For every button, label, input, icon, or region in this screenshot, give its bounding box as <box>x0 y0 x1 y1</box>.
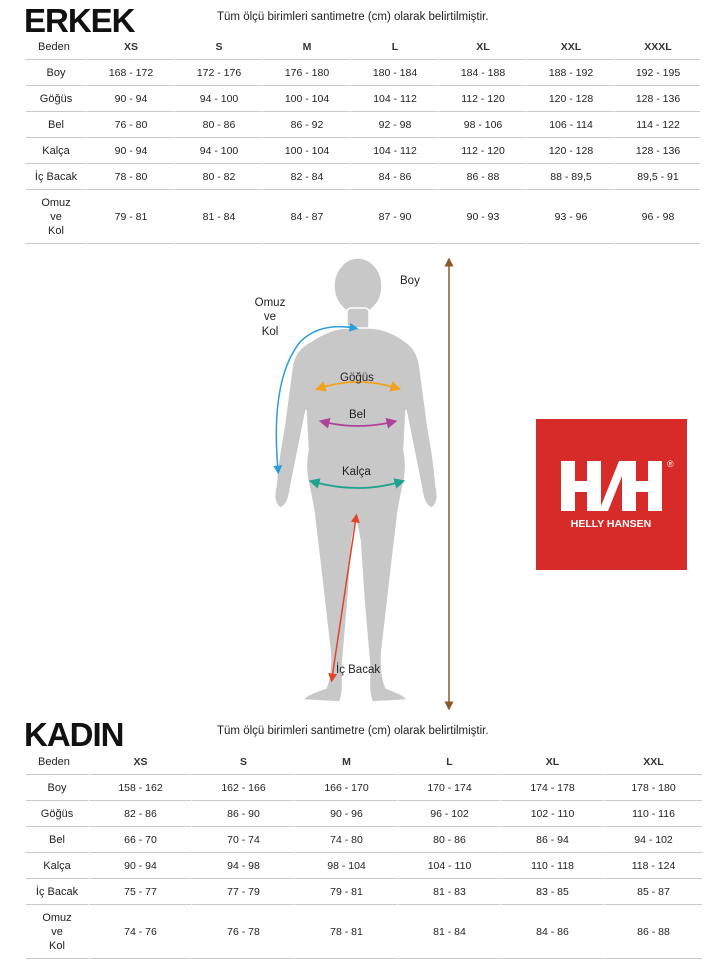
men-cell: 106 - 114 <box>526 112 614 138</box>
men-cell: 94 - 100 <box>174 138 262 164</box>
women-cell: 178 - 180 <box>603 775 702 801</box>
women-cell: 170 - 174 <box>397 775 500 801</box>
men-cell: 188 - 192 <box>526 60 614 86</box>
men-size-xs: XS <box>86 34 174 60</box>
men-cell: 84 - 86 <box>350 164 438 190</box>
men-cell: 128 - 136 <box>614 86 700 112</box>
women-row-label: Kalça <box>26 853 88 879</box>
women-row <box>26 879 702 905</box>
men-row-label-line: Omuz <box>41 196 71 209</box>
label-kol-line: Kol <box>261 325 279 338</box>
men-cell: 76 - 80 <box>86 112 174 138</box>
men-cell: 87 - 90 <box>350 190 438 244</box>
label-omuz-kol <box>250 296 290 339</box>
men-row <box>26 112 700 138</box>
women-cell: 79 - 81 <box>294 879 397 905</box>
men-row-label: Kalça <box>26 138 86 164</box>
women-cell: 74 - 80 <box>294 827 397 853</box>
men-size-l: L <box>350 34 438 60</box>
women-units-note: Tüm ölçü birimleri santimetre (cm) olarak belirtilmiştir. <box>217 725 489 737</box>
men-cell: 94 - 100 <box>174 86 262 112</box>
men-cell: 96 - 98 <box>614 190 700 244</box>
men-cell: 120 - 128 <box>526 86 614 112</box>
men-row-label: İç Bacak <box>26 164 86 190</box>
men-row <box>26 60 700 86</box>
men-row-label: Bel <box>26 112 86 138</box>
men-row <box>26 138 700 164</box>
men-row <box>26 86 700 112</box>
men-section-title: ERKEK <box>24 2 135 39</box>
label-ic-bacak: İç Bacak <box>336 664 381 676</box>
men-cell: 92 - 98 <box>350 112 438 138</box>
women-cell: 90 - 96 <box>294 801 397 827</box>
women-cell: 75 - 77 <box>88 879 191 905</box>
men-cell: 90 - 94 <box>86 86 174 112</box>
men-row-label <box>26 190 86 244</box>
men-cell: 89,5 - 91 <box>614 164 700 190</box>
men-cell: 90 - 94 <box>86 138 174 164</box>
women-cell: 96 - 102 <box>397 801 500 827</box>
women-cell: 77 - 79 <box>191 879 294 905</box>
women-row-label: Boy <box>26 775 88 801</box>
bel-arrow <box>324 422 392 426</box>
women-row-label: İç Bacak <box>26 879 88 905</box>
women-row <box>26 801 702 827</box>
men-cell: 90 - 93 <box>438 190 526 244</box>
kalca-arrow <box>314 482 400 488</box>
registered-mark: ® <box>667 459 674 469</box>
women-cell: 110 - 116 <box>603 801 702 827</box>
women-row <box>26 827 702 853</box>
women-section-title: KADIN <box>24 716 124 753</box>
men-row-label: Göğüs <box>26 86 86 112</box>
women-cell: 83 - 85 <box>500 879 603 905</box>
men-cell: 112 - 120 <box>438 138 526 164</box>
men-cell: 88 - 89,5 <box>526 164 614 190</box>
women-cell: 82 - 86 <box>88 801 191 827</box>
women-cell: 162 - 166 <box>191 775 294 801</box>
men-cell: 98 - 106 <box>438 112 526 138</box>
men-cell: 81 - 84 <box>174 190 262 244</box>
men-size-xxl: XXL <box>526 34 614 60</box>
men-cell: 128 - 136 <box>614 138 700 164</box>
label-kalca: Kalça <box>342 466 371 478</box>
men-row-label-line: Kol <box>48 224 64 237</box>
women-row-label-line: Kol <box>49 939 65 952</box>
men-cell: 114 - 122 <box>614 112 700 138</box>
women-cell: 76 - 78 <box>191 905 294 959</box>
ic-bacak-arrow <box>332 518 356 678</box>
men-size-m: M <box>262 34 350 60</box>
men-size-xl: XL <box>438 34 526 60</box>
women-size-xl: XL <box>500 749 603 775</box>
women-row <box>26 775 702 801</box>
men-cell: 93 - 96 <box>526 190 614 244</box>
men-units-note: Tüm ölçü birimleri santimetre (cm) olarak belirtilmiştir. <box>217 11 489 23</box>
women-cell: 81 - 84 <box>397 905 500 959</box>
body-measurement-figure <box>240 250 470 720</box>
women-cell: 118 - 124 <box>603 853 702 879</box>
women-size-l: L <box>397 749 500 775</box>
women-cell: 70 - 74 <box>191 827 294 853</box>
label-boy: Boy <box>400 275 420 287</box>
women-cell: 78 - 81 <box>294 905 397 959</box>
women-cell: 166 - 170 <box>294 775 397 801</box>
women-row <box>26 905 702 959</box>
women-size-m: M <box>294 749 397 775</box>
women-cell: 86 - 90 <box>191 801 294 827</box>
men-cell: 112 - 120 <box>438 86 526 112</box>
men-size-s: S <box>174 34 262 60</box>
women-size-table <box>26 749 702 959</box>
women-row-label: Bel <box>26 827 88 853</box>
men-cell: 172 - 176 <box>174 60 262 86</box>
women-row-label <box>26 905 88 959</box>
men-cell: 104 - 112 <box>350 86 438 112</box>
men-cell: 78 - 80 <box>86 164 174 190</box>
men-cell: 80 - 82 <box>174 164 262 190</box>
men-cell: 80 - 86 <box>174 112 262 138</box>
women-cell: 102 - 110 <box>500 801 603 827</box>
men-cell: 180 - 184 <box>350 60 438 86</box>
men-size-table <box>26 34 700 244</box>
women-cell: 80 - 86 <box>397 827 500 853</box>
men-cell: 86 - 92 <box>262 112 350 138</box>
women-cell: 158 - 162 <box>88 775 191 801</box>
women-cell: 86 - 94 <box>500 827 603 853</box>
women-row-label-line: ve <box>51 925 63 938</box>
men-row-label-line: ve <box>50 210 62 223</box>
women-cell: 94 - 98 <box>191 853 294 879</box>
men-cell: 120 - 128 <box>526 138 614 164</box>
women-row <box>26 853 702 879</box>
men-cell: 104 - 112 <box>350 138 438 164</box>
men-cell: 82 - 84 <box>262 164 350 190</box>
men-cell: 100 - 104 <box>262 86 350 112</box>
helly-hansen-logo <box>536 419 687 570</box>
women-cell: 85 - 87 <box>603 879 702 905</box>
men-cell: 176 - 180 <box>262 60 350 86</box>
men-cell: 100 - 104 <box>262 138 350 164</box>
women-header-beden: Beden <box>26 749 88 775</box>
men-row <box>26 164 700 190</box>
women-cell: 84 - 86 <box>500 905 603 959</box>
women-size-xs: XS <box>88 749 191 775</box>
brand-name: HELLY HANSEN <box>570 518 652 530</box>
women-cell: 81 - 83 <box>397 879 500 905</box>
women-cell: 110 - 118 <box>500 853 603 879</box>
women-cell: 90 - 94 <box>88 853 191 879</box>
hh-logo-icon <box>536 419 687 570</box>
women-cell: 174 - 178 <box>500 775 603 801</box>
women-row-label: Göğüs <box>26 801 88 827</box>
women-cell: 104 - 110 <box>397 853 500 879</box>
men-row <box>26 190 700 244</box>
women-cell: 74 - 76 <box>88 905 191 959</box>
men-cell: 184 - 188 <box>438 60 526 86</box>
women-cell: 98 - 104 <box>294 853 397 879</box>
women-row-label-line: Omuz <box>42 911 72 924</box>
women-cell: 66 - 70 <box>88 827 191 853</box>
women-cell: 86 - 88 <box>603 905 702 959</box>
men-cell: 168 - 172 <box>86 60 174 86</box>
women-size-s: S <box>191 749 294 775</box>
women-cell: 94 - 102 <box>603 827 702 853</box>
men-size-xxxl: XXXL <box>614 34 700 60</box>
women-size-xxl: XXL <box>603 749 702 775</box>
omuz-kol-arrow <box>276 327 354 470</box>
label-omuz-line: Omuz <box>254 297 286 309</box>
label-bel: Bel <box>349 409 366 421</box>
men-cell: 79 - 81 <box>86 190 174 244</box>
men-row-label: Boy <box>26 60 86 86</box>
men-cell: 84 - 87 <box>262 190 350 244</box>
label-ve-line: ve <box>263 311 277 324</box>
men-header-beden: Beden <box>26 34 86 60</box>
label-gogus: Göğüs <box>340 372 374 384</box>
men-cell: 192 - 195 <box>614 60 700 86</box>
men-cell: 86 - 88 <box>438 164 526 190</box>
